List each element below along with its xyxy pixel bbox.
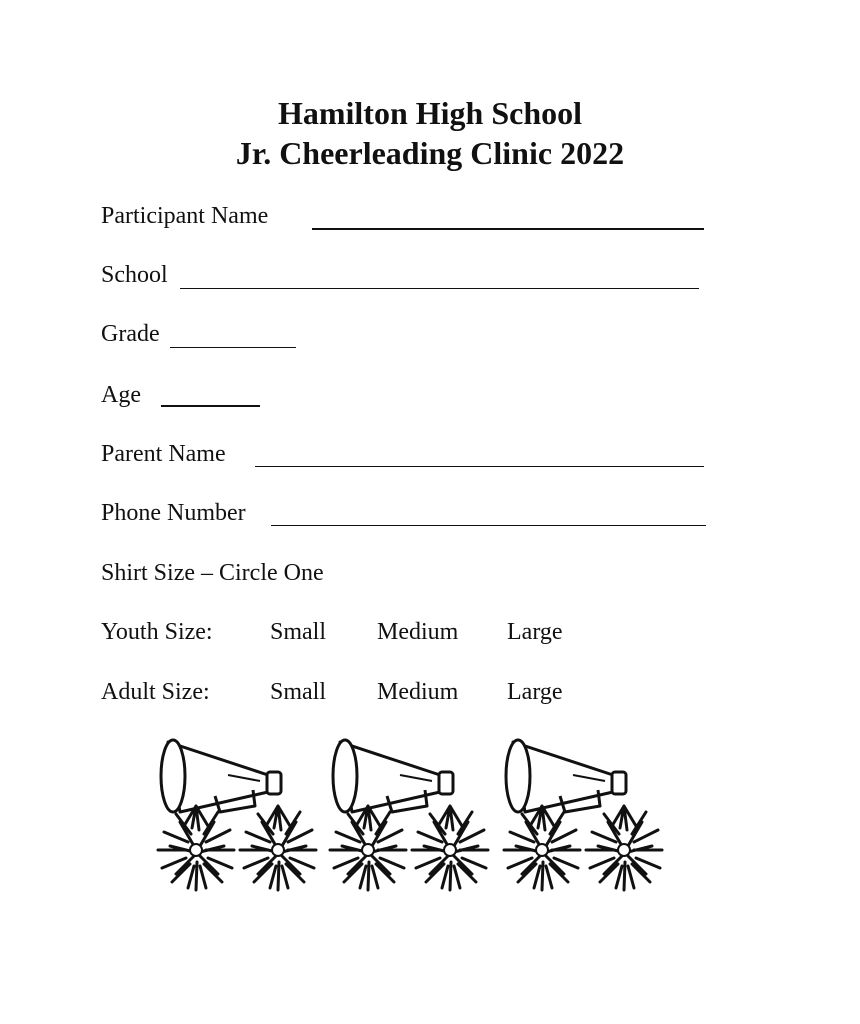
participant-name-line[interactable] [312, 228, 704, 230]
pom-pom-icon [330, 806, 406, 890]
pom-pom-icon [240, 806, 316, 890]
youth-size-large[interactable]: Large [507, 619, 563, 645]
pom-pom-icon [586, 806, 662, 890]
youth-size-medium[interactable]: Medium [377, 619, 459, 645]
phone-number-line[interactable] [271, 525, 706, 526]
adult-size-large[interactable]: Large [507, 679, 563, 705]
form-title-school: Hamilton High School [277, 95, 583, 131]
parent-name-line[interactable] [255, 466, 704, 467]
age-label: Age [101, 382, 141, 408]
adult-size-medium[interactable]: Medium [377, 679, 459, 705]
school-label: School [101, 262, 168, 288]
megaphone-icon [161, 740, 281, 812]
parent-name-label: Parent Name [101, 441, 226, 467]
shirt-size-heading: Shirt Size – Circle One [101, 560, 324, 586]
megaphone-icon [506, 740, 626, 812]
pom-pom-icon [412, 806, 488, 890]
grade-line[interactable] [170, 347, 296, 348]
participant-name-label: Participant Name [101, 203, 269, 229]
adult-size-small[interactable]: Small [270, 679, 327, 705]
grade-label: Grade [101, 321, 160, 347]
school-line[interactable] [180, 288, 699, 289]
megaphone-icon [333, 740, 453, 812]
phone-number-label: Phone Number [101, 500, 246, 526]
pom-pom-icon [158, 806, 234, 890]
age-line[interactable] [161, 405, 260, 407]
youth-size-small[interactable]: Small [270, 619, 327, 645]
form-title-event: Jr. Cheerleading Clinic 2022 [235, 135, 625, 171]
adult-size-label: Adult Size: [101, 679, 210, 705]
pom-pom-icon [504, 806, 580, 890]
cheer-artwork [150, 730, 680, 895]
youth-size-label: Youth Size: [101, 619, 213, 645]
